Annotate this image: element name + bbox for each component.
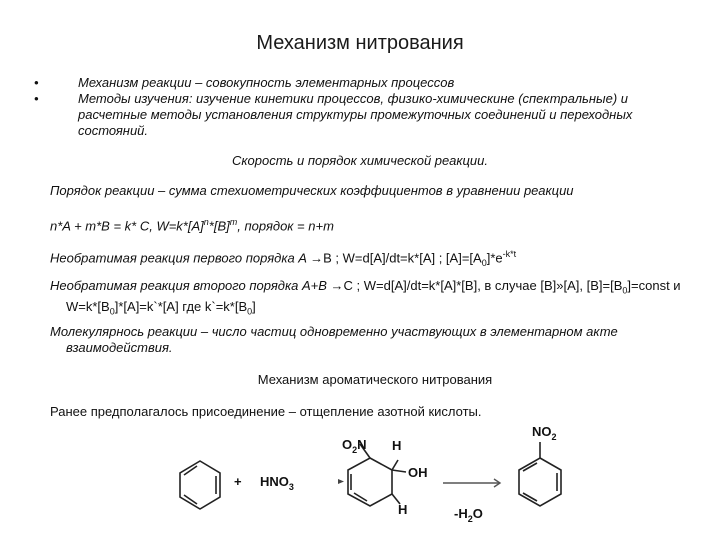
rate-eq-exponent-n: n xyxy=(203,217,209,227)
bullet-marker: • xyxy=(34,91,39,106)
aromatic-heading: Механизм ароматического нитрования xyxy=(257,372,493,387)
molecularity-definition xyxy=(50,324,696,356)
reaction-scheme-svg xyxy=(0,420,720,540)
o2n-group: $O_2N$ xyxy=(342,437,367,455)
bullet-marker: • xyxy=(34,75,39,90)
subscript: 0 xyxy=(247,306,253,317)
second-order-eq: C ; W=d[A]/dt=k*[A]*[B], в случае [B]»[A], [B]=[B xyxy=(343,278,623,293)
second-order-eq: ]*[A]=k`*[A] где k`=k*[B xyxy=(114,298,248,314)
bullet-item-methods xyxy=(34,91,674,139)
water-elimination: $-H_2O$ xyxy=(454,506,483,524)
second-order-label: Необратимая реакция второго порядка A+B xyxy=(50,278,331,293)
bullet-list xyxy=(34,75,674,139)
bullet-text: : изучение кинетики процессов, физико-химическине (спектральные) и расчетные методы установления структуры промежуточных соединений и переходных состояний. xyxy=(78,91,633,138)
rate-eq-part: , порядок = n+m xyxy=(237,218,334,234)
benzene-ring-icon xyxy=(180,461,220,509)
nitrobenzene-ring-icon xyxy=(519,442,561,506)
molecularity-text: – число частиц одновременно участвующих в элементарном акте взаимодействия. xyxy=(66,324,618,355)
reaction-scheme xyxy=(0,420,720,540)
reagent-formula: $HNO_3$ xyxy=(260,474,294,492)
previous-assumption: Ранее предполагалось присоединение – отщепление азотной кислоты. xyxy=(50,404,482,419)
reaction-arrow: → xyxy=(310,250,324,266)
page-title: Механизм нитрования xyxy=(256,32,464,54)
rate-eq-part: *[B] xyxy=(208,218,230,234)
bullet-label: Механизм реакции xyxy=(78,75,192,90)
bullet-label: Методы изучения xyxy=(78,91,189,106)
first-order-eq: ]*e xyxy=(486,250,503,266)
plus-sign: + xyxy=(234,474,242,489)
reaction-arrow-icon xyxy=(443,479,500,487)
subscript: 0 xyxy=(622,285,628,296)
first-order-reaction xyxy=(50,246,680,271)
rate-eq-exponent-m: m xyxy=(229,217,238,227)
order-definition: Порядок реакции – сумма стехиометрических коэффициентов в уравнении реакции xyxy=(50,183,574,198)
first-order-eq: B ; W=d[A]/dt=k*[A] ; [A]=[A xyxy=(323,250,482,266)
subscript: 0 xyxy=(109,306,115,317)
nitro-group: $NO_2$ xyxy=(532,424,557,442)
bullet-text: – совокупность элементарных процессов xyxy=(191,75,455,90)
hydrogen-top: H xyxy=(392,438,402,453)
second-order-eq: ] xyxy=(252,298,256,314)
section-heading: Скорость и порядок химической реакции. xyxy=(232,153,488,168)
exponent: -k*t xyxy=(502,249,517,259)
small-arrow-icon xyxy=(338,479,344,484)
rate-equation xyxy=(50,214,680,234)
rate-eq-part: n*A + m*B = k* C, W=k*[A] xyxy=(50,218,204,234)
bullet-item-mechanism xyxy=(34,75,674,91)
first-order-label: Необратимая реакция первого порядка A xyxy=(50,250,311,266)
second-order-reaction xyxy=(50,278,696,319)
hydroxyl-group: OH xyxy=(408,465,428,480)
molecularity-label: Молекулярнось реакции xyxy=(50,324,198,339)
second-order-eq: ]=const и W=k*[B xyxy=(66,278,681,314)
reaction-arrow: → xyxy=(330,278,344,293)
hydrogen-bottom: H xyxy=(398,502,408,517)
subscript: 0 xyxy=(481,257,487,268)
